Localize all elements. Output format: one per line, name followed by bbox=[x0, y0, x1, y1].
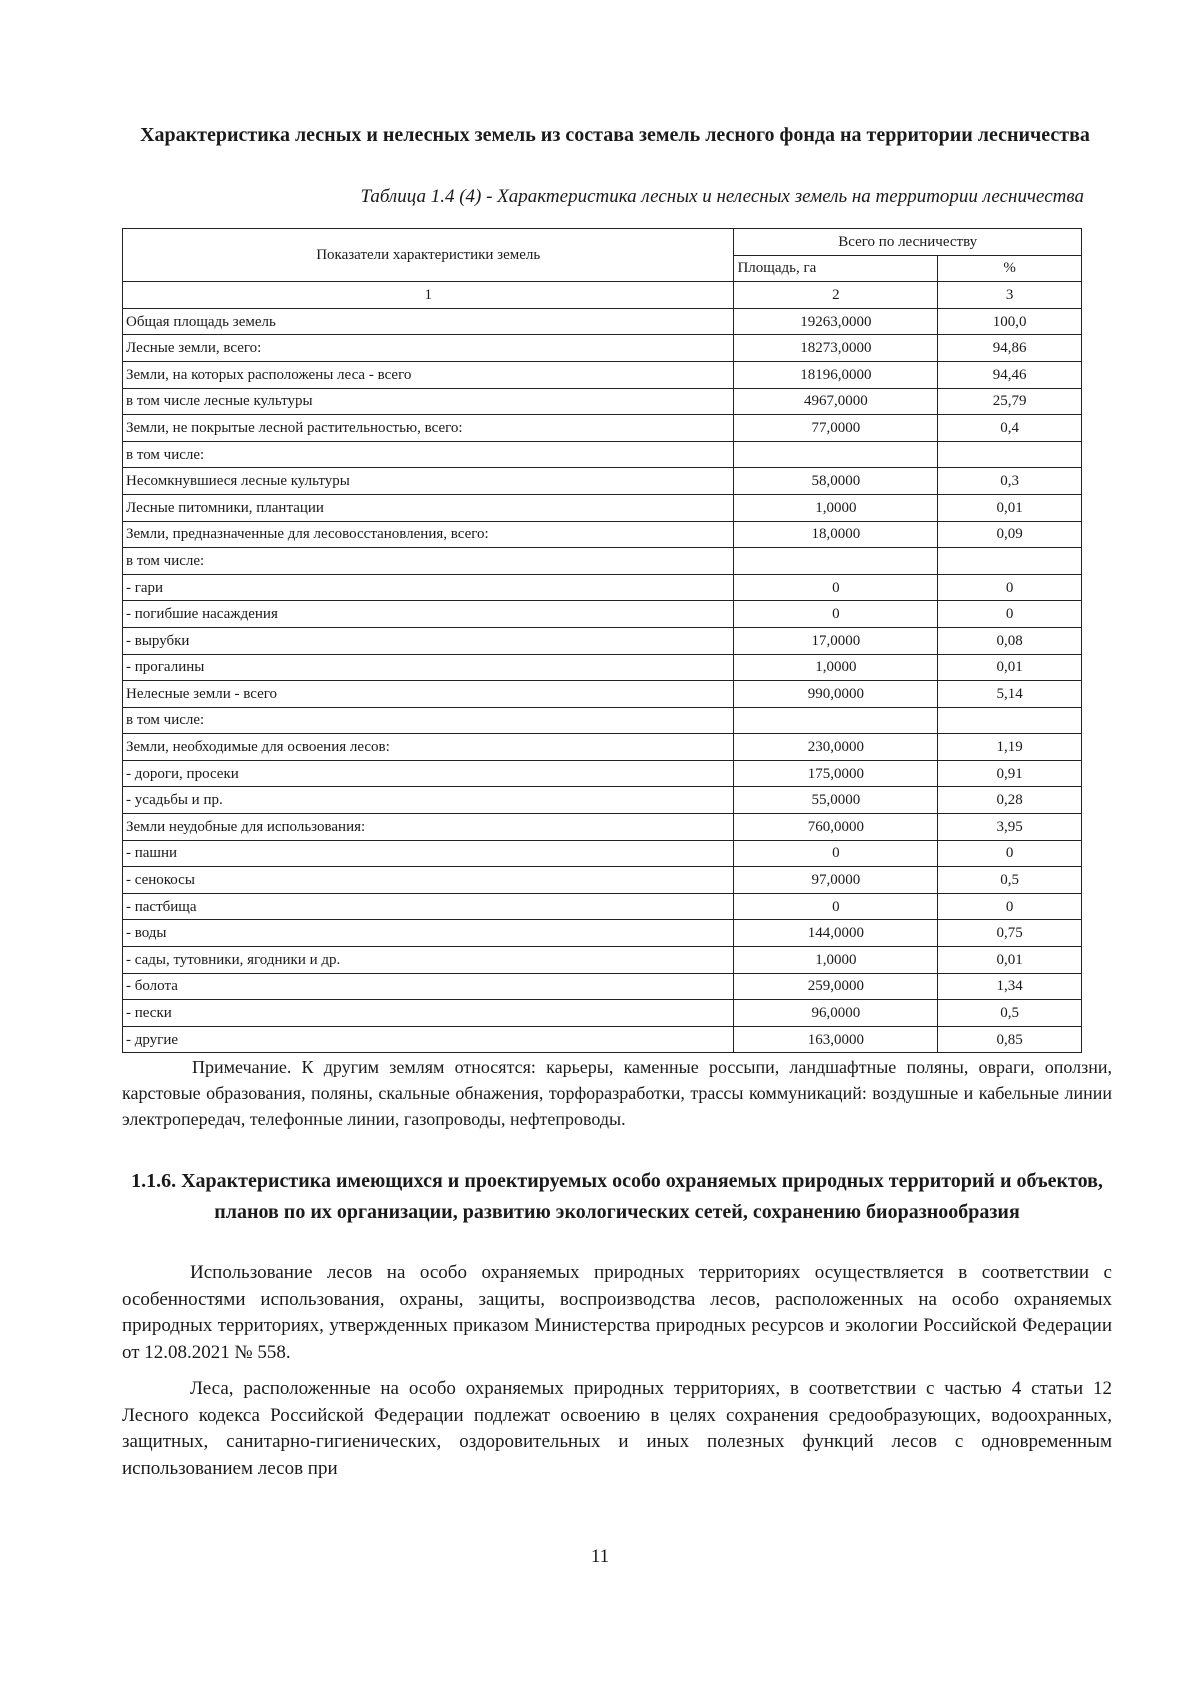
row-percent: 0,4 bbox=[938, 415, 1082, 442]
row-percent: 0,91 bbox=[938, 760, 1082, 787]
row-area: 55,0000 bbox=[734, 787, 938, 814]
land-characteristics-table bbox=[122, 228, 1082, 1053]
row-percent: 1,34 bbox=[938, 973, 1082, 1000]
row-percent bbox=[938, 441, 1082, 468]
row-area: 1,0000 bbox=[734, 947, 938, 974]
row-percent: 25,79 bbox=[938, 388, 1082, 415]
row-label: в том числе лесные культуры bbox=[123, 388, 734, 415]
table-row bbox=[123, 814, 1082, 841]
row-label: - вырубки bbox=[123, 627, 734, 654]
row-percent: 0,01 bbox=[938, 947, 1082, 974]
row-area: 259,0000 bbox=[734, 973, 938, 1000]
table-row bbox=[123, 308, 1082, 335]
row-area: 175,0000 bbox=[734, 760, 938, 787]
row-label: - воды bbox=[123, 920, 734, 947]
row-label: - дороги, просеки bbox=[123, 760, 734, 787]
row-area: 18273,0000 bbox=[734, 335, 938, 362]
row-area: 0 bbox=[734, 601, 938, 628]
row-percent: 94,86 bbox=[938, 335, 1082, 362]
row-percent: 5,14 bbox=[938, 681, 1082, 708]
table-note: Примечание. К другим землям относятся: карьеры, каменные россыпи, ландшафтные поляны, овраги, оползни, карстовые образования, поляны, скальные обнажения, торфоразработки, трассы коммуникаций: воздушные и кабельные линии электропередач, телефонные линии, газопроводы, нефтепроводы. bbox=[122, 1057, 1112, 1129]
row-label: Земли, на которых расположены леса - всего bbox=[123, 361, 734, 388]
row-percent: 0,28 bbox=[938, 787, 1082, 814]
table-row bbox=[123, 760, 1082, 787]
table-row bbox=[123, 335, 1082, 362]
table-row bbox=[123, 973, 1082, 1000]
body-paragraph: Леса, расположенные на особо охраняемых природных территориях, в соответствии с частью 4 статьи 12 Лесного кодекса Российской Федерации подлежат освоению в целях сохранения средообразующих, водоохранных, защитных, санитарно-гигиенических, оздоровительных и иных полезных функций лесов с одновременным использованием лесов при bbox=[122, 1378, 1112, 1479]
row-area: 97,0000 bbox=[734, 867, 938, 894]
row-area: 18196,0000 bbox=[734, 361, 938, 388]
row-percent: 0,08 bbox=[938, 627, 1082, 654]
row-label: - пастбища bbox=[123, 893, 734, 920]
row-area: 18,0000 bbox=[734, 521, 938, 548]
table-row bbox=[123, 494, 1082, 521]
row-percent: 100,0 bbox=[938, 308, 1082, 335]
row-area: 77,0000 bbox=[734, 415, 938, 442]
column-number: 2 bbox=[734, 282, 938, 309]
row-area: 0 bbox=[734, 893, 938, 920]
table-row bbox=[123, 468, 1082, 495]
row-area: 990,0000 bbox=[734, 681, 938, 708]
table-row bbox=[123, 388, 1082, 415]
row-label: - сенокосы bbox=[123, 867, 734, 894]
row-percent: 0 bbox=[938, 893, 1082, 920]
row-label: Земли, предназначенные для лесовосстановления, всего: bbox=[123, 521, 734, 548]
table-row bbox=[123, 1026, 1082, 1053]
row-label: Общая площадь земель bbox=[123, 308, 734, 335]
section-title: 1.1.6. Характеристика имеющихся и проектируемых особо охраняемых природных территорий и объектов, планов по их организации, развитию экологических сетей, сохранению биоразнообразия bbox=[131, 1170, 1103, 1223]
row-label: в том числе: bbox=[123, 548, 734, 575]
table-row bbox=[123, 681, 1082, 708]
row-area: 0 bbox=[734, 840, 938, 867]
table-row bbox=[123, 734, 1082, 761]
row-percent: 0,85 bbox=[938, 1026, 1082, 1053]
header-total: Всего по лесничеству bbox=[734, 229, 1082, 256]
row-area: 1,0000 bbox=[734, 654, 938, 681]
table-row bbox=[123, 893, 1082, 920]
table-row bbox=[123, 441, 1082, 468]
table-row bbox=[123, 521, 1082, 548]
row-area: 760,0000 bbox=[734, 814, 938, 841]
page-heading: Характеристика лесных и нелесных земель из состава земель лесного фонда на территории лесничества bbox=[140, 124, 1090, 146]
table-row bbox=[123, 787, 1082, 814]
row-area: 230,0000 bbox=[734, 734, 938, 761]
row-label: Нелесные земли - всего bbox=[123, 681, 734, 708]
row-area bbox=[734, 441, 938, 468]
column-number: 3 bbox=[938, 282, 1082, 309]
table-row bbox=[123, 601, 1082, 628]
row-label: в том числе: bbox=[123, 707, 734, 734]
row-label: - погибшие насаждения bbox=[123, 601, 734, 628]
row-area bbox=[734, 707, 938, 734]
row-percent bbox=[938, 707, 1082, 734]
header-indicator: Показатели характеристики земель bbox=[123, 229, 734, 282]
table-row bbox=[123, 1000, 1082, 1027]
row-area: 4967,0000 bbox=[734, 388, 938, 415]
table-row bbox=[123, 548, 1082, 575]
table-row bbox=[123, 707, 1082, 734]
row-area: 58,0000 bbox=[734, 468, 938, 495]
row-label: в том числе: bbox=[123, 441, 734, 468]
row-label: - гари bbox=[123, 574, 734, 601]
table-row bbox=[123, 627, 1082, 654]
row-percent: 0,3 bbox=[938, 468, 1082, 495]
row-percent: 3,95 bbox=[938, 814, 1082, 841]
row-percent: 0 bbox=[938, 840, 1082, 867]
row-percent: 0,75 bbox=[938, 920, 1082, 947]
row-area bbox=[734, 548, 938, 575]
row-label: Земли, необходимые для освоения лесов: bbox=[123, 734, 734, 761]
row-area: 19263,0000 bbox=[734, 308, 938, 335]
row-label: - прогалины bbox=[123, 654, 734, 681]
row-label: Лесные земли, всего: bbox=[123, 335, 734, 362]
header-area: Площадь, га bbox=[734, 255, 938, 282]
row-percent: 0,5 bbox=[938, 867, 1082, 894]
row-label: Земли, не покрытые лесной растительностью, всего: bbox=[123, 415, 734, 442]
table-caption: Таблица 1.4 (4) - Характеристика лесных и нелесных земель на территории лесничества bbox=[360, 186, 1084, 207]
table-row bbox=[123, 840, 1082, 867]
header-percent: % bbox=[938, 255, 1082, 282]
row-label: - болота bbox=[123, 973, 734, 1000]
page-number: 11 bbox=[590, 1546, 610, 1567]
row-percent: 1,19 bbox=[938, 734, 1082, 761]
row-area: 163,0000 bbox=[734, 1026, 938, 1053]
column-number: 1 bbox=[123, 282, 734, 309]
row-label: Лесные питомники, плантации bbox=[123, 494, 734, 521]
table-row bbox=[123, 574, 1082, 601]
row-area: 1,0000 bbox=[734, 494, 938, 521]
row-percent: 0,01 bbox=[938, 654, 1082, 681]
row-label: - сады, тутовники, ягодники и др. bbox=[123, 947, 734, 974]
row-percent: 0 bbox=[938, 574, 1082, 601]
row-percent: 0,5 bbox=[938, 1000, 1082, 1027]
row-label: - усадьбы и пр. bbox=[123, 787, 734, 814]
row-area: 17,0000 bbox=[734, 627, 938, 654]
row-label: - другие bbox=[123, 1026, 734, 1053]
row-percent: 0,01 bbox=[938, 494, 1082, 521]
row-area: 96,0000 bbox=[734, 1000, 938, 1027]
row-label: - пески bbox=[123, 1000, 734, 1027]
row-label: Земли неудобные для использования: bbox=[123, 814, 734, 841]
row-area: 144,0000 bbox=[734, 920, 938, 947]
body-paragraph: Использование лесов на особо охраняемых природных территориях осуществляется в соответствии с особенностями использования, охраны, защиты, воспроизводства лесов, расположенных на особо охраняемых природных территориях, утвержденных приказом Министерства природных ресурсов и экологии Российской Федерации от 12.08.2021 № 558. bbox=[122, 1262, 1112, 1363]
table-row bbox=[123, 361, 1082, 388]
table-row bbox=[123, 654, 1082, 681]
table-row bbox=[123, 920, 1082, 947]
row-percent: 94,46 bbox=[938, 361, 1082, 388]
row-percent: 0 bbox=[938, 601, 1082, 628]
table-row bbox=[123, 947, 1082, 974]
row-percent bbox=[938, 548, 1082, 575]
row-label: Несомкнувшиеся лесные культуры bbox=[123, 468, 734, 495]
table-row bbox=[123, 415, 1082, 442]
row-percent: 0,09 bbox=[938, 521, 1082, 548]
row-label: - пашни bbox=[123, 840, 734, 867]
table-row bbox=[123, 867, 1082, 894]
row-area: 0 bbox=[734, 574, 938, 601]
